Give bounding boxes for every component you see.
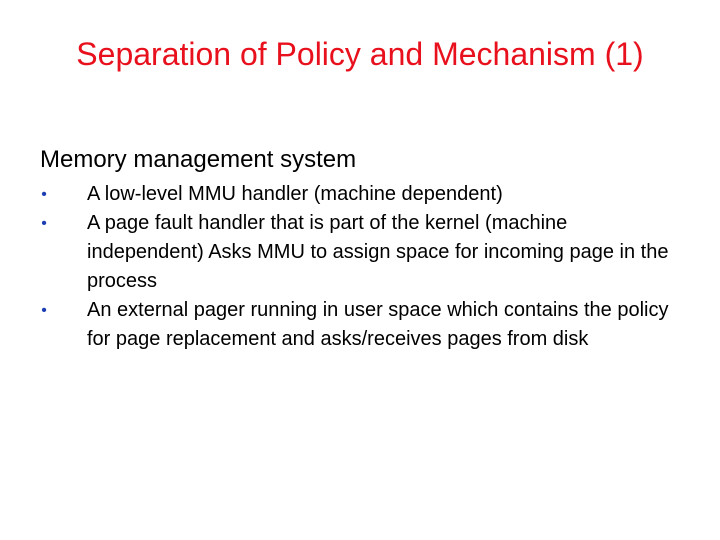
section-heading: Memory management system	[40, 146, 357, 173]
slide-title: Separation of Policy and Mechanism (1)	[76, 36, 644, 72]
bullet-list	[40, 180, 680, 354]
bullet-text: An external pager running in user space which contains the policy for page replacement and asks/receives pages from disk	[87, 299, 669, 350]
bullet-item	[40, 209, 680, 296]
bullet-item	[40, 180, 680, 209]
bullet-icon: •	[41, 302, 47, 319]
bullet-icon: •	[41, 186, 47, 203]
bullet-item	[40, 296, 680, 354]
bullet-text: A page fault handler that is part of the kernel (machine independent) Asks MMU to assign space for incoming page in the process	[87, 212, 669, 292]
bullet-text: A low-level MMU handler (machine dependent)	[87, 183, 503, 205]
bullet-icon: •	[41, 215, 47, 232]
